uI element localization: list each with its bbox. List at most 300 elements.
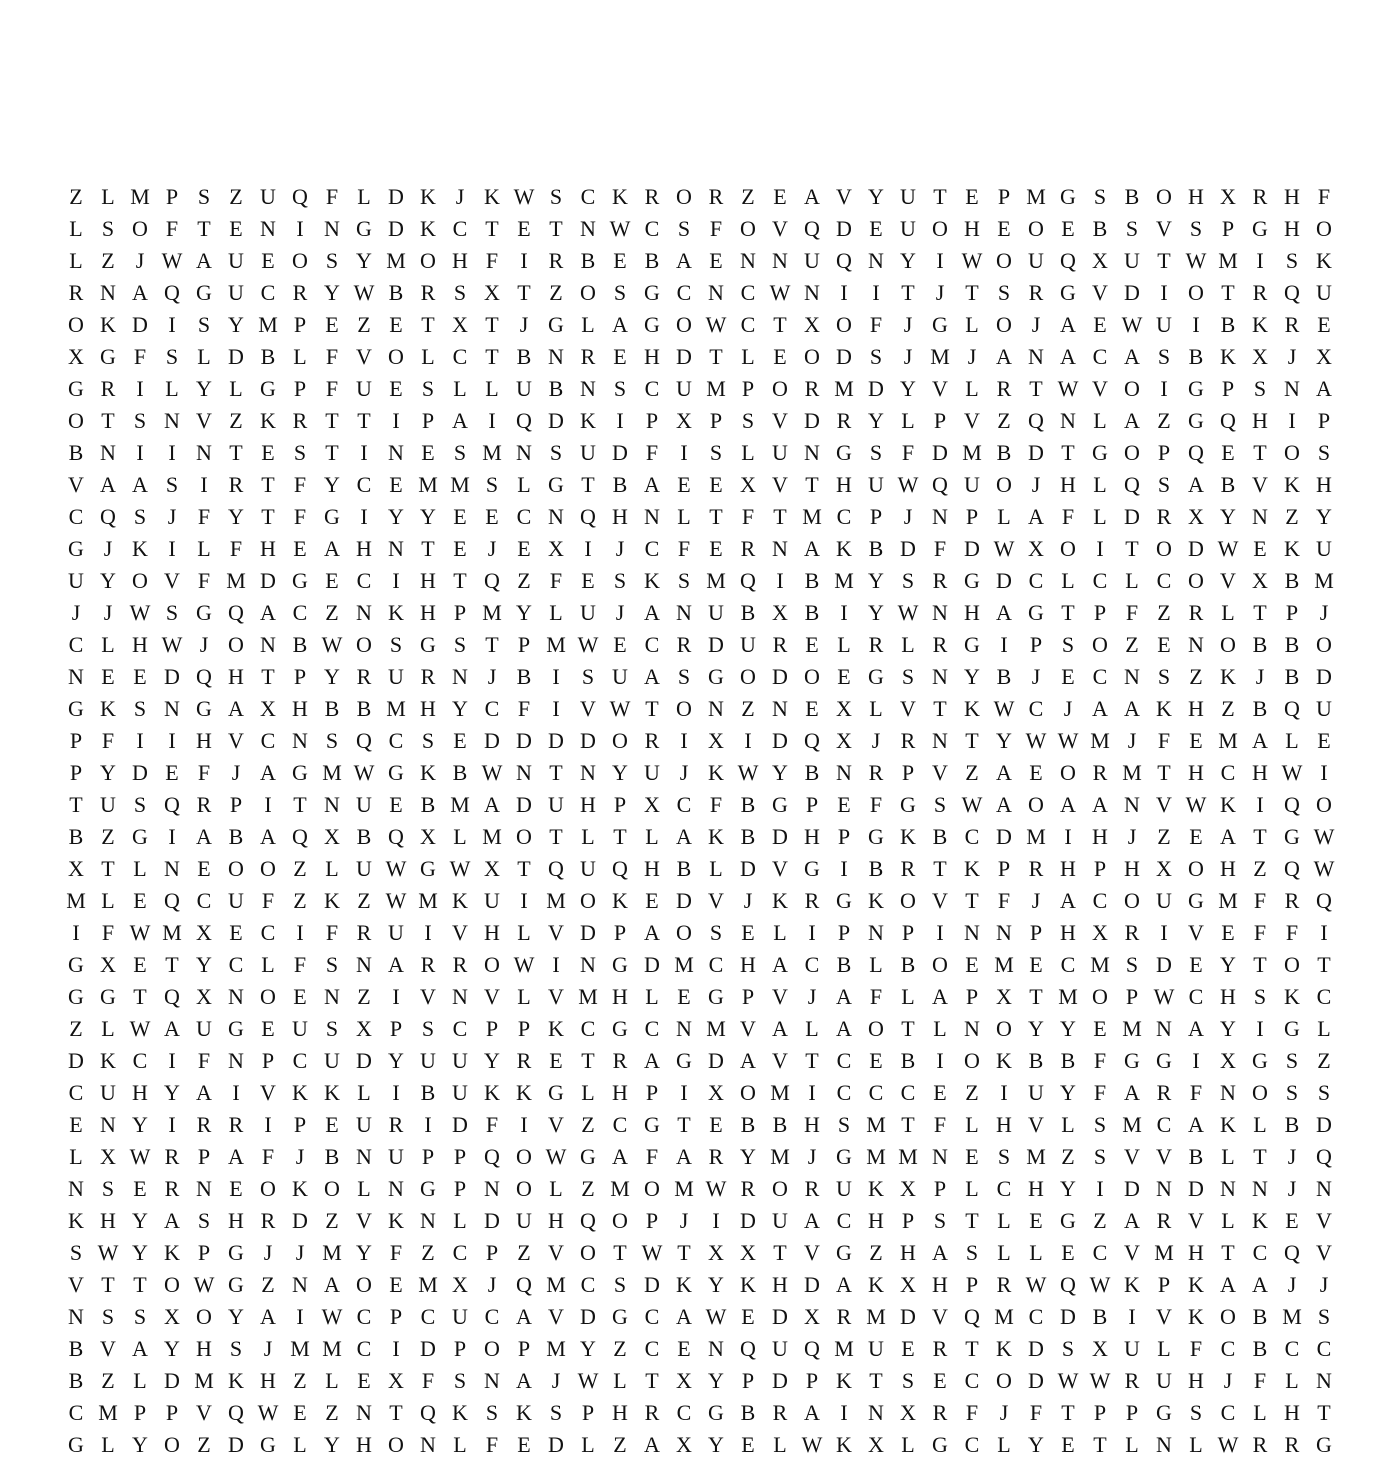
grid-letter[interactable]: A xyxy=(1188,1112,1204,1137)
grid-letter[interactable]: T xyxy=(133,984,147,1009)
grid-letter[interactable]: S xyxy=(421,1016,435,1041)
grid-letter[interactable]: Z xyxy=(1157,408,1171,433)
grid-letter[interactable]: Y xyxy=(324,1432,340,1457)
grid-letter[interactable]: S xyxy=(869,344,883,369)
grid-letter[interactable]: P xyxy=(453,1144,467,1169)
grid-letter[interactable]: M xyxy=(1122,1016,1142,1041)
grid-letter[interactable]: M xyxy=(802,504,822,529)
grid-letter[interactable]: X xyxy=(996,984,1012,1009)
grid-letter[interactable]: C xyxy=(1156,1112,1172,1137)
grid-letter[interactable]: C xyxy=(452,216,468,241)
grid-letter[interactable]: N xyxy=(1220,1080,1236,1105)
grid-letter[interactable]: F xyxy=(133,344,147,369)
grid-letter[interactable]: I xyxy=(360,504,368,529)
grid-letter[interactable]: N xyxy=(1124,664,1140,689)
grid-letter[interactable]: V xyxy=(772,984,788,1009)
grid-letter[interactable]: I xyxy=(264,1112,272,1137)
grid-letter[interactable]: C xyxy=(644,216,660,241)
grid-letter[interactable]: L xyxy=(293,1432,307,1457)
grid-letter[interactable]: O xyxy=(996,312,1012,337)
grid-letter[interactable]: E xyxy=(613,248,627,273)
grid-letter[interactable]: O xyxy=(516,824,532,849)
grid-letter[interactable]: J xyxy=(1255,664,1265,689)
grid-letter[interactable]: U xyxy=(516,376,532,401)
grid-letter[interactable]: J xyxy=(263,1336,273,1361)
grid-letter[interactable]: T xyxy=(965,888,979,913)
grid-letter[interactable]: E xyxy=(133,952,147,977)
grid-letter[interactable]: P xyxy=(645,1208,659,1233)
grid-letter[interactable]: Z xyxy=(325,1400,339,1425)
grid-letter[interactable]: G xyxy=(68,696,84,721)
grid-letter[interactable]: U xyxy=(1156,888,1172,913)
grid-letter[interactable]: P xyxy=(965,504,979,529)
grid-letter[interactable]: C xyxy=(1028,1304,1044,1329)
grid-letter[interactable]: F xyxy=(901,440,915,465)
grid-letter[interactable]: A xyxy=(1188,1016,1204,1041)
grid-letter[interactable]: W xyxy=(545,1144,567,1169)
grid-letter[interactable]: L xyxy=(1125,568,1139,593)
grid-letter[interactable]: E xyxy=(741,1304,755,1329)
grid-letter[interactable]: R xyxy=(356,920,372,945)
grid-letter[interactable]: I xyxy=(296,920,304,945)
grid-letter[interactable]: U xyxy=(740,632,756,657)
grid-letter[interactable]: B xyxy=(1124,184,1140,209)
grid-letter[interactable]: X xyxy=(772,600,788,625)
grid-letter[interactable]: N xyxy=(1252,1176,1268,1201)
grid-letter[interactable]: I xyxy=(264,792,272,817)
grid-letter[interactable]: P xyxy=(197,1144,211,1169)
grid-letter[interactable]: R xyxy=(644,184,660,209)
grid-letter[interactable]: W xyxy=(1313,824,1335,849)
grid-letter[interactable]: W xyxy=(705,312,727,337)
grid-letter[interactable]: D xyxy=(804,408,820,433)
grid-letter[interactable]: N xyxy=(292,1272,308,1297)
grid-letter[interactable]: S xyxy=(165,600,179,625)
grid-letter[interactable]: Q xyxy=(1284,1240,1300,1265)
grid-letter[interactable]: R xyxy=(868,632,884,657)
grid-letter[interactable]: H xyxy=(900,1240,916,1265)
grid-letter[interactable]: A xyxy=(1092,696,1108,721)
grid-letter[interactable]: T xyxy=(901,280,915,305)
grid-letter[interactable]: A xyxy=(228,1144,244,1169)
grid-letter[interactable]: O xyxy=(1060,760,1076,785)
grid-letter[interactable]: W xyxy=(769,280,791,305)
grid-letter[interactable]: D xyxy=(1060,1304,1076,1329)
grid-letter[interactable]: T xyxy=(1253,824,1267,849)
grid-letter[interactable]: N xyxy=(484,1176,500,1201)
grid-letter[interactable]: N xyxy=(1156,1432,1172,1457)
grid-letter[interactable]: Y xyxy=(324,280,340,305)
grid-letter[interactable]: H xyxy=(1188,760,1204,785)
grid-letter[interactable]: J xyxy=(167,504,177,529)
grid-letter[interactable]: U xyxy=(804,248,820,273)
grid-letter[interactable]: E xyxy=(901,1336,915,1361)
grid-letter[interactable]: Z xyxy=(613,1432,627,1457)
grid-letter[interactable]: P xyxy=(805,1368,819,1393)
grid-letter[interactable]: T xyxy=(1221,1240,1235,1265)
grid-letter[interactable]: N xyxy=(1124,792,1140,817)
grid-letter[interactable]: G xyxy=(196,280,212,305)
grid-letter[interactable]: A xyxy=(164,1016,180,1041)
grid-letter[interactable]: R xyxy=(804,376,820,401)
grid-letter[interactable]: O xyxy=(580,888,596,913)
grid-letter[interactable]: D xyxy=(804,1272,820,1297)
grid-letter[interactable]: S xyxy=(1061,1336,1075,1361)
grid-letter[interactable]: S xyxy=(325,728,339,753)
grid-letter[interactable]: S xyxy=(965,1240,979,1265)
grid-letter[interactable]: C xyxy=(1092,1240,1108,1265)
grid-letter[interactable]: V xyxy=(452,920,468,945)
grid-letter[interactable]: S xyxy=(165,344,179,369)
grid-letter[interactable]: M xyxy=(386,696,406,721)
grid-letter[interactable]: C xyxy=(1028,696,1044,721)
grid-letter[interactable]: A xyxy=(1252,728,1268,753)
grid-letter[interactable]: L xyxy=(421,344,435,369)
grid-letter[interactable]: K xyxy=(740,1272,756,1297)
grid-letter[interactable]: C xyxy=(1028,568,1044,593)
grid-letter[interactable]: G xyxy=(932,312,948,337)
grid-letter[interactable]: F xyxy=(517,696,531,721)
grid-letter[interactable]: T xyxy=(581,472,595,497)
grid-letter[interactable]: I xyxy=(168,824,176,849)
grid-letter[interactable]: E xyxy=(1189,824,1203,849)
grid-letter[interactable]: R xyxy=(900,728,916,753)
grid-letter[interactable]: J xyxy=(1127,728,1137,753)
grid-letter[interactable]: C xyxy=(260,728,276,753)
grid-letter[interactable]: D xyxy=(452,1112,468,1137)
grid-letter[interactable]: H xyxy=(100,1208,116,1233)
grid-letter[interactable]: W xyxy=(993,536,1015,561)
grid-letter[interactable]: P xyxy=(805,792,819,817)
grid-letter[interactable]: M xyxy=(418,888,438,913)
grid-letter[interactable]: Q xyxy=(420,1400,436,1425)
grid-letter[interactable]: G xyxy=(1316,1432,1332,1457)
grid-letter[interactable]: D xyxy=(772,728,788,753)
grid-letter[interactable]: D xyxy=(868,376,884,401)
grid-letter[interactable]: E xyxy=(293,536,307,561)
grid-letter[interactable]: Z xyxy=(293,888,307,913)
grid-letter[interactable]: K xyxy=(100,696,116,721)
grid-letter[interactable]: U xyxy=(1316,280,1332,305)
grid-letter[interactable]: C xyxy=(676,280,692,305)
grid-letter[interactable]: G xyxy=(100,984,116,1009)
grid-letter[interactable]: E xyxy=(1061,216,1075,241)
grid-letter[interactable]: K xyxy=(100,312,116,337)
grid-letter[interactable]: Y xyxy=(324,472,340,497)
grid-letter[interactable]: N xyxy=(964,920,980,945)
grid-letter[interactable]: T xyxy=(1157,248,1171,273)
grid-letter[interactable]: Y xyxy=(868,600,884,625)
grid-letter[interactable]: X xyxy=(260,696,276,721)
grid-letter[interactable]: A xyxy=(836,984,852,1009)
grid-letter[interactable]: Q xyxy=(932,472,948,497)
grid-letter[interactable]: O xyxy=(996,248,1012,273)
grid-letter[interactable]: B xyxy=(1284,664,1300,689)
grid-letter[interactable]: F xyxy=(549,568,563,593)
grid-letter[interactable]: U xyxy=(676,376,692,401)
grid-letter[interactable]: A xyxy=(644,1432,660,1457)
grid-letter[interactable]: X xyxy=(644,792,660,817)
grid-letter[interactable]: B xyxy=(324,1144,340,1169)
grid-letter[interactable]: P xyxy=(741,376,755,401)
grid-letter[interactable]: D xyxy=(996,824,1012,849)
grid-letter[interactable]: K xyxy=(644,568,660,593)
grid-letter[interactable]: C xyxy=(644,632,660,657)
grid-letter[interactable]: E xyxy=(293,984,307,1009)
grid-letter[interactable]: F xyxy=(933,536,947,561)
grid-letter[interactable]: C xyxy=(836,1208,852,1233)
grid-letter[interactable]: N xyxy=(356,1144,372,1169)
grid-letter[interactable]: N xyxy=(740,248,756,273)
grid-letter[interactable]: N xyxy=(1316,1176,1332,1201)
grid-letter[interactable]: U xyxy=(452,1304,468,1329)
grid-letter[interactable]: D xyxy=(164,1368,180,1393)
grid-letter[interactable]: W xyxy=(129,600,151,625)
grid-letter[interactable]: H xyxy=(292,696,308,721)
grid-letter[interactable]: I xyxy=(136,440,144,465)
grid-letter[interactable]: P xyxy=(1093,600,1107,625)
grid-letter[interactable]: I xyxy=(872,280,880,305)
grid-letter[interactable]: D xyxy=(644,1272,660,1297)
grid-letter[interactable]: U xyxy=(1028,248,1044,273)
grid-letter[interactable]: G xyxy=(964,632,980,657)
grid-letter[interactable]: L xyxy=(197,536,211,561)
grid-letter[interactable]: C xyxy=(964,1368,980,1393)
grid-letter[interactable]: O xyxy=(900,888,916,913)
grid-letter[interactable]: G xyxy=(836,888,852,913)
grid-letter[interactable]: G xyxy=(1284,1016,1300,1041)
grid-letter[interactable]: U xyxy=(324,1048,340,1073)
grid-letter[interactable]: K xyxy=(100,1048,116,1073)
grid-letter[interactable]: Y xyxy=(868,408,884,433)
grid-letter[interactable]: Y xyxy=(132,1112,148,1137)
grid-letter[interactable]: S xyxy=(325,952,339,977)
grid-letter[interactable]: X xyxy=(388,1368,404,1393)
grid-letter[interactable]: L xyxy=(997,1208,1011,1233)
grid-letter[interactable]: K xyxy=(260,408,276,433)
grid-letter[interactable]: R xyxy=(100,376,116,401)
grid-letter[interactable]: N xyxy=(580,760,596,785)
grid-letter[interactable]: M xyxy=(1026,824,1046,849)
grid-letter[interactable]: Y xyxy=(1028,1016,1044,1041)
grid-letter[interactable]: Y xyxy=(196,376,212,401)
grid-letter[interactable]: N xyxy=(228,1048,244,1073)
grid-letter[interactable]: S xyxy=(1093,1144,1107,1169)
grid-letter[interactable]: U xyxy=(900,216,916,241)
grid-letter[interactable]: F xyxy=(1189,1080,1203,1105)
grid-letter[interactable]: N xyxy=(1284,376,1300,401)
grid-letter[interactable]: I xyxy=(616,408,624,433)
grid-letter[interactable]: T xyxy=(933,856,947,881)
grid-letter[interactable]: O xyxy=(260,1176,276,1201)
grid-letter[interactable]: S xyxy=(1125,952,1139,977)
grid-letter[interactable]: B xyxy=(804,600,820,625)
grid-letter[interactable]: R xyxy=(1028,856,1044,881)
grid-letter[interactable]: R xyxy=(164,1144,180,1169)
grid-letter[interactable]: T xyxy=(869,1368,883,1393)
grid-letter[interactable]: I xyxy=(200,472,208,497)
grid-letter[interactable]: Y xyxy=(1220,1016,1236,1041)
grid-letter[interactable]: A xyxy=(836,1272,852,1297)
grid-letter[interactable]: U xyxy=(356,376,372,401)
grid-letter[interactable]: U xyxy=(420,1048,436,1073)
grid-letter[interactable]: I xyxy=(424,1112,432,1137)
grid-letter[interactable]: N xyxy=(868,920,884,945)
grid-letter[interactable]: Z xyxy=(581,1176,595,1201)
grid-letter[interactable]: T xyxy=(549,760,563,785)
grid-letter[interactable]: D xyxy=(932,440,948,465)
grid-letter[interactable]: O xyxy=(228,856,244,881)
grid-letter[interactable]: S xyxy=(901,1368,915,1393)
grid-letter[interactable]: D xyxy=(1188,536,1204,561)
grid-letter[interactable]: D xyxy=(644,952,660,977)
grid-letter[interactable]: E xyxy=(197,856,211,881)
grid-letter[interactable]: K xyxy=(1188,1304,1204,1329)
grid-letter[interactable]: D xyxy=(132,760,148,785)
grid-letter[interactable]: K xyxy=(1252,312,1268,337)
grid-letter[interactable]: A xyxy=(772,952,788,977)
grid-letter[interactable]: P xyxy=(1029,920,1043,945)
grid-letter[interactable]: J xyxy=(71,600,81,625)
grid-letter[interactable]: P xyxy=(293,1112,307,1137)
grid-letter[interactable]: K xyxy=(1284,536,1300,561)
grid-letter[interactable]: P xyxy=(741,1368,755,1393)
grid-letter[interactable]: T xyxy=(485,632,499,657)
grid-letter[interactable]: M xyxy=(1026,1144,1046,1169)
grid-letter[interactable]: M xyxy=(98,1400,118,1425)
grid-letter[interactable]: L xyxy=(453,1208,467,1233)
grid-letter[interactable]: O xyxy=(964,1048,980,1073)
grid-letter[interactable]: R xyxy=(708,184,724,209)
grid-letter[interactable]: F xyxy=(293,504,307,529)
grid-letter[interactable]: Q xyxy=(1060,1272,1076,1297)
grid-letter[interactable]: K xyxy=(484,184,500,209)
grid-letter[interactable]: S xyxy=(901,664,915,689)
grid-letter[interactable]: A xyxy=(388,952,404,977)
grid-letter[interactable]: J xyxy=(1031,312,1041,337)
grid-letter[interactable]: O xyxy=(516,1144,532,1169)
grid-letter[interactable]: N xyxy=(68,664,84,689)
grid-letter[interactable]: E xyxy=(101,664,115,689)
grid-letter[interactable]: T xyxy=(1221,280,1235,305)
grid-letter[interactable]: R xyxy=(932,1400,948,1425)
grid-letter[interactable]: E xyxy=(581,568,595,593)
grid-letter[interactable]: R xyxy=(932,632,948,657)
grid-letter[interactable]: I xyxy=(424,920,432,945)
grid-letter[interactable]: V xyxy=(196,1400,212,1425)
grid-letter[interactable]: M xyxy=(706,1016,726,1041)
grid-letter[interactable]: Q xyxy=(196,664,212,689)
grid-letter[interactable]: A xyxy=(644,600,660,625)
grid-letter[interactable]: P xyxy=(293,664,307,689)
grid-letter[interactable]: U xyxy=(484,888,500,913)
grid-letter[interactable]: H xyxy=(132,632,148,657)
grid-letter[interactable]: R xyxy=(292,408,308,433)
grid-letter[interactable]: O xyxy=(484,1336,500,1361)
grid-letter[interactable]: H xyxy=(964,216,980,241)
grid-letter[interactable]: F xyxy=(1093,1048,1107,1073)
grid-letter[interactable]: V xyxy=(548,984,564,1009)
grid-letter[interactable]: E xyxy=(933,1368,947,1393)
grid-letter[interactable]: K xyxy=(996,1336,1012,1361)
grid-letter[interactable]: N xyxy=(644,504,660,529)
grid-letter[interactable]: V xyxy=(1156,792,1172,817)
grid-letter[interactable]: L xyxy=(453,824,467,849)
grid-letter[interactable]: E xyxy=(1029,952,1043,977)
grid-letter[interactable]: X xyxy=(356,1016,372,1041)
grid-letter[interactable]: N xyxy=(356,952,372,977)
grid-letter[interactable]: G xyxy=(548,312,564,337)
grid-letter[interactable]: K xyxy=(420,216,436,241)
grid-letter[interactable]: L xyxy=(869,696,883,721)
grid-letter[interactable]: N xyxy=(580,952,596,977)
grid-letter[interactable]: P xyxy=(229,792,243,817)
grid-letter[interactable]: F xyxy=(485,248,499,273)
grid-letter[interactable]: H xyxy=(1316,472,1332,497)
grid-letter[interactable]: S xyxy=(613,1272,627,1297)
grid-letter[interactable]: Q xyxy=(484,1144,500,1169)
grid-letter[interactable]: H xyxy=(772,1272,788,1297)
grid-letter[interactable]: H xyxy=(1220,856,1236,881)
grid-letter[interactable]: Q xyxy=(388,824,404,849)
grid-letter[interactable]: N xyxy=(1156,1016,1172,1041)
grid-letter[interactable]: Q xyxy=(516,1272,532,1297)
grid-letter[interactable]: H xyxy=(228,1208,244,1233)
grid-letter[interactable]: H xyxy=(644,344,660,369)
grid-letter[interactable]: C xyxy=(644,1336,660,1361)
grid-letter[interactable]: A xyxy=(644,920,660,945)
grid-letter[interactable]: Y xyxy=(228,312,244,337)
grid-letter[interactable]: I xyxy=(168,536,176,561)
grid-letter[interactable]: P xyxy=(613,792,627,817)
grid-letter[interactable]: G xyxy=(836,1240,852,1265)
grid-letter[interactable]: L xyxy=(773,1432,787,1457)
grid-letter[interactable]: C xyxy=(708,952,724,977)
grid-letter[interactable]: M xyxy=(834,1336,854,1361)
grid-letter[interactable]: L xyxy=(229,376,243,401)
grid-letter[interactable]: K xyxy=(1124,1272,1140,1297)
grid-letter[interactable]: B xyxy=(804,760,820,785)
grid-letter[interactable]: Q xyxy=(484,568,500,593)
grid-letter[interactable]: U xyxy=(708,600,724,625)
grid-letter[interactable]: S xyxy=(549,184,563,209)
grid-letter[interactable]: S xyxy=(133,792,147,817)
grid-letter[interactable]: S xyxy=(613,280,627,305)
grid-letter[interactable]: I xyxy=(72,920,80,945)
grid-letter[interactable]: K xyxy=(516,1400,532,1425)
grid-letter[interactable]: N xyxy=(356,1400,372,1425)
grid-letter[interactable]: O xyxy=(228,632,244,657)
grid-letter[interactable]: E xyxy=(1061,1240,1075,1265)
grid-letter[interactable]: S xyxy=(837,1112,851,1137)
grid-letter[interactable]: O xyxy=(868,1016,884,1041)
grid-letter[interactable]: L xyxy=(357,1176,371,1201)
grid-letter[interactable]: K xyxy=(996,1048,1012,1073)
grid-letter[interactable]: X xyxy=(836,696,852,721)
grid-letter[interactable]: E xyxy=(773,344,787,369)
grid-letter[interactable]: G xyxy=(68,984,84,1009)
grid-letter[interactable]: L xyxy=(1285,728,1299,753)
grid-letter[interactable]: C xyxy=(644,536,660,561)
grid-letter[interactable]: M xyxy=(866,1112,886,1137)
grid-letter[interactable]: L xyxy=(1253,1112,1267,1137)
grid-letter[interactable]: T xyxy=(1317,1400,1331,1425)
grid-letter[interactable]: I xyxy=(552,952,560,977)
grid-letter[interactable]: I xyxy=(488,408,496,433)
grid-letter[interactable]: K xyxy=(68,1208,84,1233)
grid-letter[interactable]: S xyxy=(453,1368,467,1393)
grid-letter[interactable]: C xyxy=(132,1048,148,1073)
